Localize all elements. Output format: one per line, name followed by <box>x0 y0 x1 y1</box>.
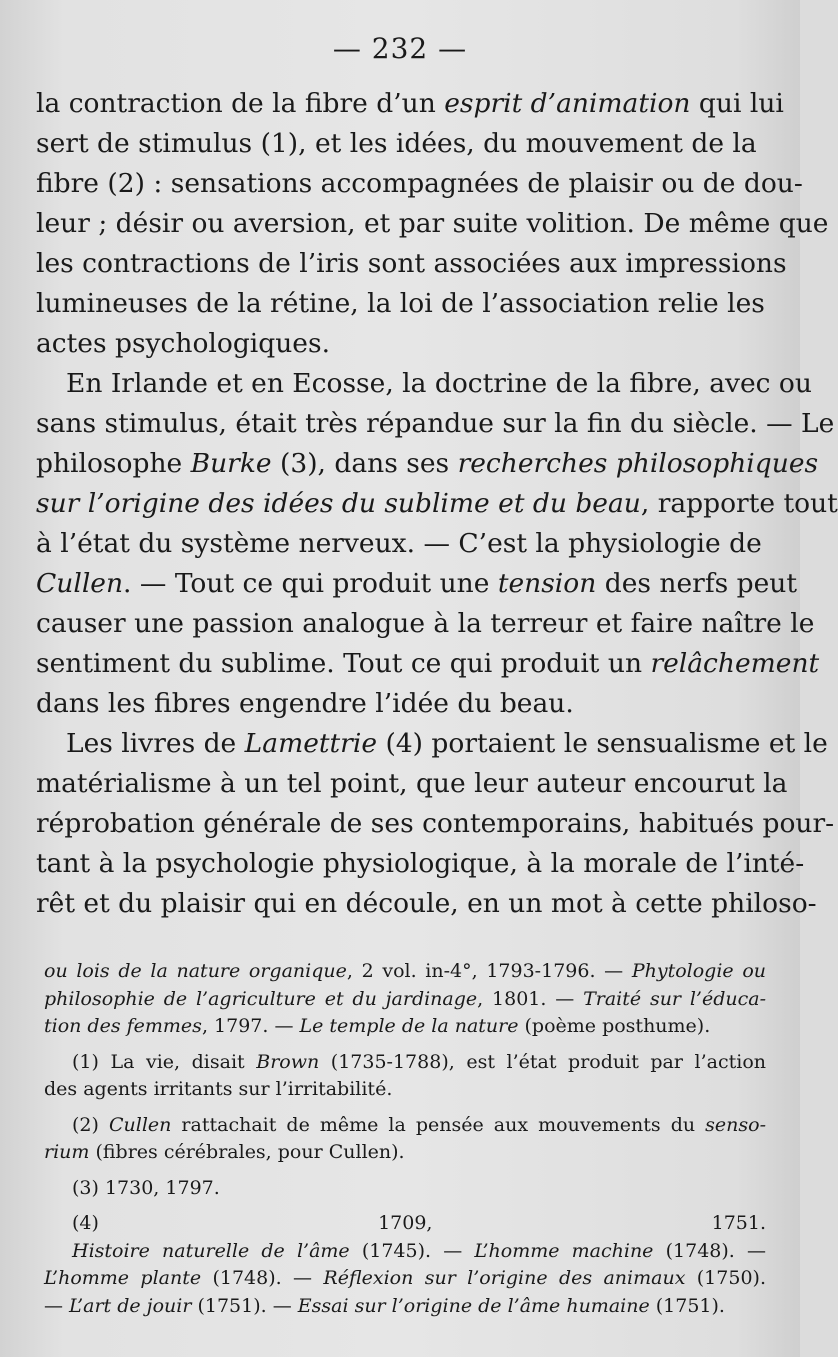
italic-text: Traité sur l’éduca- <box>583 987 766 1010</box>
text-run: , 1797. — <box>201 1015 300 1037</box>
text-line <box>44 958 766 986</box>
footnote <box>44 1175 766 1203</box>
italic-text: recherches philosophiques <box>457 448 819 479</box>
italic-text: ou lois de la nature organique <box>44 960 347 982</box>
italic-text: L’homme plante <box>44 1267 202 1289</box>
text-run: causer une passion analogue à la terreur et faire naître le <box>36 608 815 639</box>
text-line <box>36 284 765 324</box>
italic-text: Lamettrie <box>244 728 378 759</box>
text-run: lumineuses de la rétine, la loi de l’association relie les <box>36 288 765 319</box>
text-line <box>36 124 756 164</box>
text-line <box>36 804 835 844</box>
text-run: à l’état du système nerveux. — C’est la physiologie de <box>36 528 762 559</box>
paragraph <box>36 724 835 924</box>
italic-text: Le temple de la nature <box>299 1015 519 1037</box>
text-line <box>44 1013 766 1041</box>
text-run: des agents irritants sur l’irritabilité. <box>44 1078 393 1100</box>
text-run: (1745). — <box>349 1239 475 1262</box>
text-run: (4) 1709, 1751. <box>72 1212 766 1234</box>
text-line <box>36 884 817 924</box>
footnote <box>44 958 766 1041</box>
text-run: sentiment du sublime. Tout ce qui produit un <box>36 648 651 679</box>
text-line <box>36 524 762 564</box>
text-line <box>36 164 803 204</box>
text-line <box>44 1210 766 1238</box>
text-run: qui lui <box>690 88 784 119</box>
text-run: (1748). — <box>653 1239 767 1262</box>
text-line <box>44 1076 766 1104</box>
text-run: rêt et du plaisir qui en découle, en un mot à cette philoso- <box>36 888 817 919</box>
text-line <box>36 364 812 404</box>
italic-text: Phytologie ou <box>631 960 766 982</box>
italic-text: tion des femmes <box>44 1015 202 1037</box>
paragraph <box>36 84 829 364</box>
text-line <box>36 244 787 284</box>
italic-text: philosophie de l’agriculture et du jardinage <box>44 987 478 1010</box>
text-run: . — Tout ce qui produit une <box>123 568 498 599</box>
text-line <box>36 84 784 124</box>
text-run: , rapporte tout <box>640 488 838 519</box>
text-line <box>44 1175 766 1203</box>
footnote <box>44 1049 766 1104</box>
text-line <box>44 1112 766 1140</box>
italic-text: sur l’origine des idées du sublime et du beau <box>36 488 641 519</box>
text-run: (1748). — <box>201 1267 324 1289</box>
text-line <box>36 324 756 364</box>
text-line <box>36 844 805 884</box>
text-run: (1751). <box>649 1294 725 1317</box>
italic-text: relâchement <box>650 648 820 679</box>
text-line <box>44 1139 766 1167</box>
italic-text: Réflexion sur l’origine des animaux <box>323 1267 686 1289</box>
text-line <box>44 1293 766 1321</box>
italic-text: Histoire naturelle de l’âme <box>72 1239 350 1262</box>
text-line <box>36 404 835 444</box>
text-run: (poème posthume). <box>518 1015 711 1037</box>
footnote <box>44 1112 766 1167</box>
text-run: fibre (2) : sensations accompagnées de plaisir ou de dou- <box>36 168 803 199</box>
text-line <box>36 604 815 644</box>
text-run: (fibres cérébrales, pour Cullen). <box>89 1141 405 1163</box>
paragraph <box>36 364 838 724</box>
main-text <box>36 84 838 924</box>
text-run: matérialisme à un tel point, que leur auteur encourut la <box>36 768 788 799</box>
text-line <box>36 204 829 244</box>
text-line <box>36 764 788 804</box>
italic-text: Burke <box>190 448 272 479</box>
text-line <box>44 1238 766 1266</box>
text-run: (3), dans ses <box>271 448 458 479</box>
italic-text: Cullen <box>36 568 124 599</box>
text-run: (1751). — <box>191 1294 298 1317</box>
text-run: sans stimulus, était très répandue sur la fin du siècle. — Le <box>36 408 835 439</box>
text-line <box>44 1049 766 1077</box>
text-run: dans les fibres engendre l’idée du beau. <box>36 688 574 719</box>
text-run: des nerfs peut <box>596 568 798 599</box>
italic-text: Cullen <box>108 1113 172 1136</box>
footnote <box>44 1210 766 1320</box>
page-number: — 232 — <box>332 32 468 65</box>
italic-text: rium <box>44 1141 90 1163</box>
italic-text: Brown <box>256 1050 320 1073</box>
text-run: (2) <box>72 1113 109 1136</box>
italic-text: Essai sur l’origine de l’âme humaine <box>297 1294 650 1317</box>
text-run: En Irlande et en Ecosse, la doctrine de la fibre, avec ou <box>66 368 812 399</box>
text-run: , 2 vol. in-4°, 1793-1796. — <box>346 960 632 982</box>
text-run: la contraction de la fibre d’un <box>36 88 445 119</box>
footnotes <box>44 958 766 1328</box>
text-run: (3) 1730, 1797. <box>72 1176 220 1199</box>
text-line <box>44 1265 766 1293</box>
text-run: rattachait de même la pensée aux mouvements du <box>171 1113 706 1136</box>
text-run: (1735-1788), est l’état produit par l’action <box>319 1050 766 1073</box>
text-run: réprobation générale de ses contemporains, habitués pour- <box>36 808 835 839</box>
text-run: sert de stimulus (1), et les idées, du mouvement de la <box>36 128 757 159</box>
italic-text: L’homme machine <box>474 1239 654 1262</box>
text-line <box>44 986 766 1014</box>
italic-text: tension <box>497 568 597 599</box>
text-run: , 1801. — <box>477 987 584 1010</box>
text-run: actes psychologiques. <box>36 328 330 359</box>
text-run: philosophe <box>36 448 191 479</box>
text-run: les contractions de l’iris sont associées aux impressions <box>36 248 787 279</box>
text-run: tant à la psychologie physiologique, à la morale de l’inté- <box>36 848 805 879</box>
text-run: (1) La vie, disait <box>72 1050 257 1073</box>
text-line <box>36 484 838 524</box>
text-run: Les livres de <box>66 728 245 759</box>
italic-text: L’art de jouir <box>69 1294 192 1317</box>
text-line <box>36 724 828 764</box>
text-line <box>36 644 820 684</box>
text-run: (4) portaient le sensualisme et le <box>377 728 828 759</box>
italic-text: senso- <box>705 1113 767 1136</box>
text-run: (1750). <box>685 1267 766 1289</box>
italic-text: esprit d’animation <box>444 88 691 119</box>
text-line <box>36 444 819 484</box>
text-run: leur ; désir ou aversion, et par suite volition. De même que <box>36 208 829 239</box>
text-run: — <box>44 1294 70 1317</box>
text-line <box>36 564 798 604</box>
text-line <box>36 684 756 724</box>
